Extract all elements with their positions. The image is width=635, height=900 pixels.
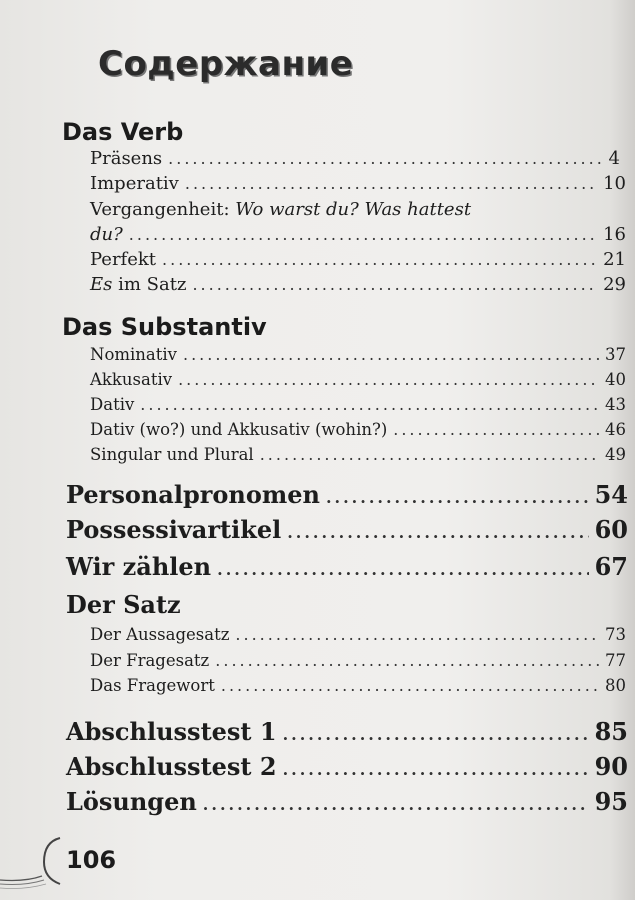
toc-item-label: Singular und Plural	[90, 445, 254, 464]
toc-item-label: Lösungen	[66, 787, 197, 816]
page-ref: 90	[594, 752, 628, 781]
toc-item-dativ-akkusativ[interactable]	[90, 420, 626, 439]
dot-leader	[217, 560, 588, 579]
toc-item-singular-plural[interactable]	[90, 445, 626, 464]
page-ref: 77	[605, 651, 626, 670]
dot-leader	[140, 395, 599, 414]
page-number: 106	[66, 846, 117, 874]
page-title: Содержание	[98, 44, 354, 84]
toc-item-personalpronomen[interactable]	[66, 480, 628, 509]
toc-item-label: Personalpronomen	[66, 480, 320, 509]
dot-leader	[221, 676, 599, 695]
toc-item-aussagesatz[interactable]	[90, 625, 626, 644]
section-heading-verb: Das Verb	[62, 118, 184, 146]
dot-leader	[393, 420, 599, 439]
dot-leader	[168, 149, 602, 168]
toc-item-label: du?	[90, 224, 123, 245]
toc-item-perfekt[interactable]	[90, 249, 626, 270]
page-ref: 54	[594, 480, 628, 509]
page-ref: 85	[594, 717, 628, 746]
toc-item-vergangenheit[interactable]	[90, 199, 570, 220]
page-ref: 95	[594, 787, 628, 816]
dot-leader	[326, 488, 589, 507]
toc-item-label: Dativ (wo?) und Akkusativ (wohin?)	[90, 420, 388, 439]
toc-item-label: Der Aussagesatz	[90, 625, 230, 644]
toc-item-abschlusstest-1[interactable]	[66, 717, 628, 746]
toc-item-imperativ[interactable]	[90, 173, 626, 194]
dot-leader	[178, 370, 599, 389]
toc-item-label: Es im Satz	[90, 274, 187, 295]
section-heading-substantiv: Das Substantiv	[62, 313, 267, 341]
page-ref: 46	[605, 420, 626, 439]
toc-item-label: Perfekt	[90, 249, 157, 270]
toc-item-label: Dativ	[90, 395, 135, 414]
toc-item-label: Possessivartikel	[66, 515, 282, 544]
section-heading-satz: Der Satz	[66, 590, 181, 619]
toc-item-akkusativ[interactable]	[90, 370, 626, 389]
dot-leader	[283, 725, 589, 744]
toc-item-fragewort[interactable]	[90, 676, 626, 695]
page-ref: 73	[605, 625, 626, 644]
toc-item-label: Abschlusstest 2	[66, 752, 277, 781]
page-ref: 49	[605, 445, 626, 464]
page-ref: 67	[594, 552, 628, 581]
toc-item-loesungen[interactable]	[66, 787, 628, 816]
page-ref: 40	[605, 370, 626, 389]
page-ref: 21	[603, 249, 626, 270]
toc-item-label: Abschlusstest 1	[66, 717, 277, 746]
dot-leader	[185, 174, 597, 193]
page-ref: 10	[603, 173, 626, 194]
toc-item-label: Nominativ	[90, 345, 177, 364]
toc-item-label: Das Fragewort	[90, 676, 215, 695]
dot-leader	[129, 225, 597, 244]
dot-leader	[260, 445, 599, 464]
dot-leader	[183, 345, 599, 364]
page-ref: 16	[603, 224, 626, 245]
dot-leader	[162, 250, 597, 269]
toc-item-dativ[interactable]	[90, 395, 626, 414]
toc-item-abschlusstest-2[interactable]	[66, 752, 628, 781]
dot-leader	[203, 795, 589, 814]
toc-item-label: Akkusativ	[90, 370, 173, 389]
toc-item-label: Imperativ	[90, 173, 179, 194]
toc-item-nominativ[interactable]	[90, 345, 626, 364]
toc-item-label: Präsens	[90, 148, 163, 169]
page-ref: 4	[608, 148, 620, 169]
page-ref: 80	[605, 676, 626, 695]
toc-item-wir-zaehlen[interactable]	[66, 552, 628, 581]
toc-item-vergangenheit-cont[interactable]	[90, 224, 626, 245]
toc-item-praesens[interactable]	[90, 148, 620, 169]
page-ref: 29	[603, 274, 626, 295]
page-ref: 43	[605, 395, 626, 414]
toc-item-fragesatz[interactable]	[90, 651, 626, 670]
dot-leader	[215, 651, 599, 670]
dot-leader	[192, 275, 597, 294]
toc-item-label: Der Fragesatz	[90, 651, 210, 670]
dot-leader	[235, 625, 599, 644]
page-ref: 60	[594, 515, 628, 544]
dot-leader	[283, 760, 589, 779]
toc-item-label: Vergangenheit: Wo warst du? Was hattest	[90, 199, 472, 220]
toc-item-es-im-satz[interactable]	[90, 274, 626, 295]
dot-leader	[287, 523, 588, 542]
toc-item-label: Wir zählen	[66, 552, 212, 581]
page-ref: 37	[605, 345, 626, 364]
toc-item-possessivartikel[interactable]	[66, 515, 628, 544]
